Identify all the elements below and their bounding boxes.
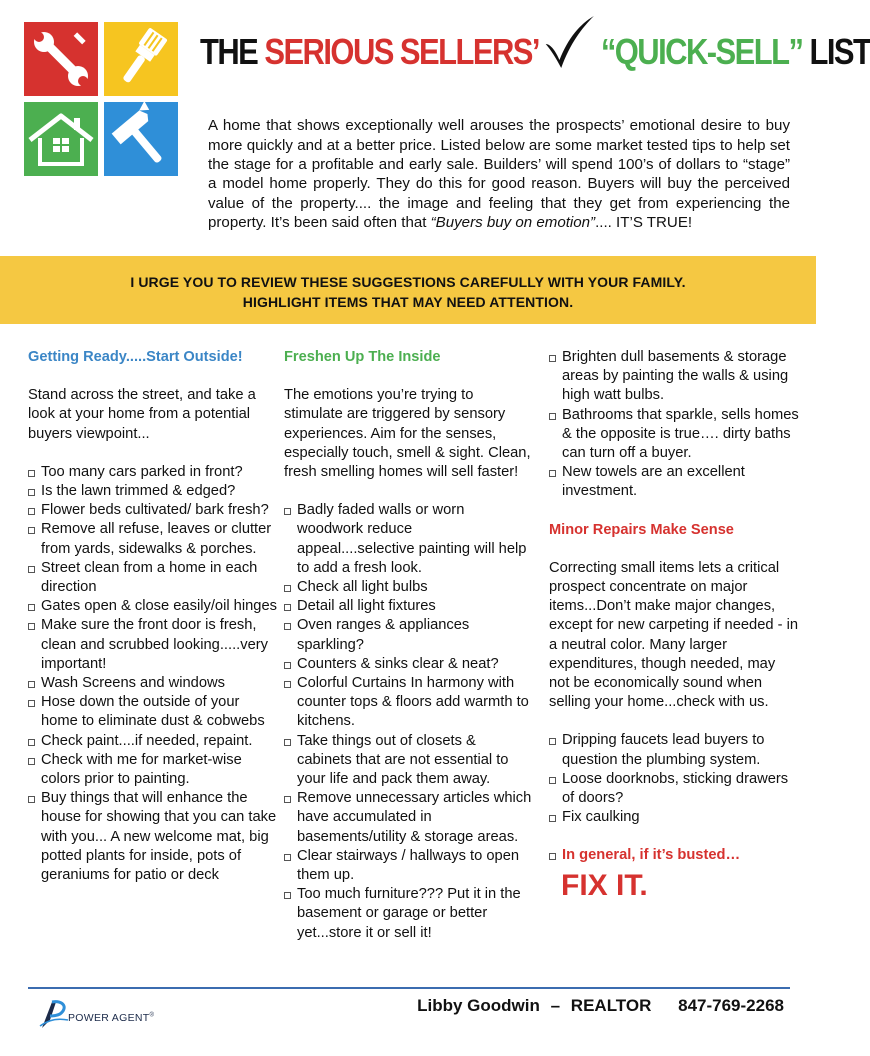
house-tile [24,102,98,176]
list-item: Hose down the outside of your home to eliminate dust & cobwebs [28,693,280,731]
checklist-outside [28,463,280,885]
house-icon [24,102,98,176]
list-item: Street clean from a home in each direction [28,559,280,597]
power-agent-logo [38,998,178,1034]
logo-trademark: ® [149,1012,155,1019]
list-item: Bathrooms that sparkle, sells homes & the opposite is true…. dirty baths can turn off a buyer. [549,406,799,464]
list-item: Too much furniture??? Put it in the basement or garage or better yet...store it or sell it! [284,885,532,943]
intro-text: A home that shows exceptionally well arouses the prospects’ emotional desire to buy more quickly and at a better price. Listed below are some market tested tips to help set the stage for a profitable and early sale. Builders’ will spend 100’s of dollars to “stage” a model home properly. They do this for good reason. Buyers will buy the perceived value of the property.... the image and feeling that they get from experiencing the property. It’s been said often that [208,117,790,232]
list-item: Oven ranges & appliances sparkling? [284,616,532,654]
checklist-inside-continued [549,348,799,502]
intro-ending: .... IT’S TRUE! [595,214,693,232]
column-repairs [549,348,799,904]
list-item: Too many cars parked in front? [28,463,280,482]
list-item: Gates open & close easily/oil hinges [28,597,280,616]
hammer-tile [104,102,178,176]
list-item: Is the lawn trimmed & edged? [28,482,280,501]
list-item: Dripping faucets lead buyers to question the plumbing system. [549,731,799,769]
list-item: Check all light bulbs [284,578,532,597]
agent-role: REALTOR [570,996,652,1015]
section-heading-outside: Getting Ready.....Start Outside! [28,349,243,365]
checklist-inside [284,501,532,943]
column-inside [284,348,532,943]
list-item: Detail all light fixtures [284,597,532,616]
fix-it-callout: FIX IT. [561,868,648,902]
hammer-icon [104,102,178,176]
agent-dash: – [550,996,561,1015]
closing-note [549,846,799,865]
power-agent-logo-icon [38,998,70,1030]
list-item: Counters & sinks clear & neat? [284,655,532,674]
checkmark-icon [542,14,597,70]
intro-paragraph [208,116,790,232]
section-heading-repairs: Minor Repairs Make Sense [549,521,734,538]
list-item: Buy things that will enhance the house for showing that you can take with you... A new welcome mat, big potted plants for inside, pots of geraniums for patio or deck [28,789,280,885]
list-item: Colorful Curtains In harmony with counter tops & floors add warmth to kitchens. [284,674,532,732]
closing-line: In general, if it’s busted… [549,846,799,865]
agent-contact [417,996,784,1016]
paintbrush-tile [104,22,178,96]
agent-phone: 847-769-2268 [678,996,784,1015]
list-item: Flower beds cultivated/ bark fresh? [28,501,280,520]
list-item: Brighten dull basements & storage areas by painting the walls & using high watt bulbs. [549,348,799,406]
list-item: Badly faded walls or worn woodwork reduce appeal....selective painting will help to add a fresh look. [284,501,532,578]
banner-line-2: HIGHLIGHT ITEMS THAT MAY NEED ATTENTION. [242,294,574,310]
banner-line-1: I URGE YOU TO REVIEW THESE SUGGESTIONS CAREFULLY WITH YOUR FAMILY. [130,274,686,290]
agent-name: Libby Goodwin [417,996,540,1015]
callout-banner [0,256,816,324]
wrench-icon [24,22,98,96]
section-intro-inside: The emotions you’re trying to stimulate are triggered by sensory experiences. Aim for the senses, especially touch, smell & sight. Clean, fresh smelling homes will sell faster! [284,387,531,481]
list-item: Fix caulking [549,808,799,827]
list-item: Wash Screens and windows [28,674,280,693]
list-item: Remove all refuse, leaves or clutter from yards, sidewalks & porches. [28,520,280,558]
list-item: Take things out of closets & cabinets that are not essential to your life and pack them away. [284,732,532,790]
logo-wordmark: POWER AGENT [68,1012,150,1024]
section-heading-inside: Freshen Up The Inside [284,349,441,365]
title-part-the: THE [200,31,258,72]
section-intro-repairs: Correcting small items lets a critical prospect concentrate on major items...Don’t make major changes, except for new carpeting if needed - in a neutral color. Many larger expenditures, though needed, may not be economically sound when selling your home...check with us. [549,559,799,711]
page-title [200,24,870,84]
column-outside [28,348,280,885]
list-item: Clear stairways / hallways to open them up. [284,847,532,885]
list-item: New towels are an excellent investment. [549,463,799,501]
title-part-quick-sell: “QUICK-SELL” [600,31,803,72]
list-item: Remove unnecessary articles which have accumulated in basements/utility & storage areas. [284,789,532,847]
list-item: Make sure the front door is fresh, clean and scrubbed looking.....very important! [28,616,280,674]
intro-quote: “Buyers buy on emotion” [430,214,596,232]
section-intro-outside: Stand across the street, and take a look at your home from a potential buyers viewpoint... [28,387,256,442]
list-item: Check with me for market-wise colors prior to painting. [28,751,280,789]
footer-divider [28,987,790,989]
paintbrush-icon [104,22,178,96]
list-item: Loose doorknobs, sticking drawers of doors? [549,770,799,808]
title-part-serious-sellers: SERIOUS SELLERS’ [264,31,539,72]
list-item: Check paint....if needed, repaint. [28,732,280,751]
checklist-repairs [549,731,799,827]
title-part-list: LIST [809,31,870,72]
wrench-tile [24,22,98,96]
